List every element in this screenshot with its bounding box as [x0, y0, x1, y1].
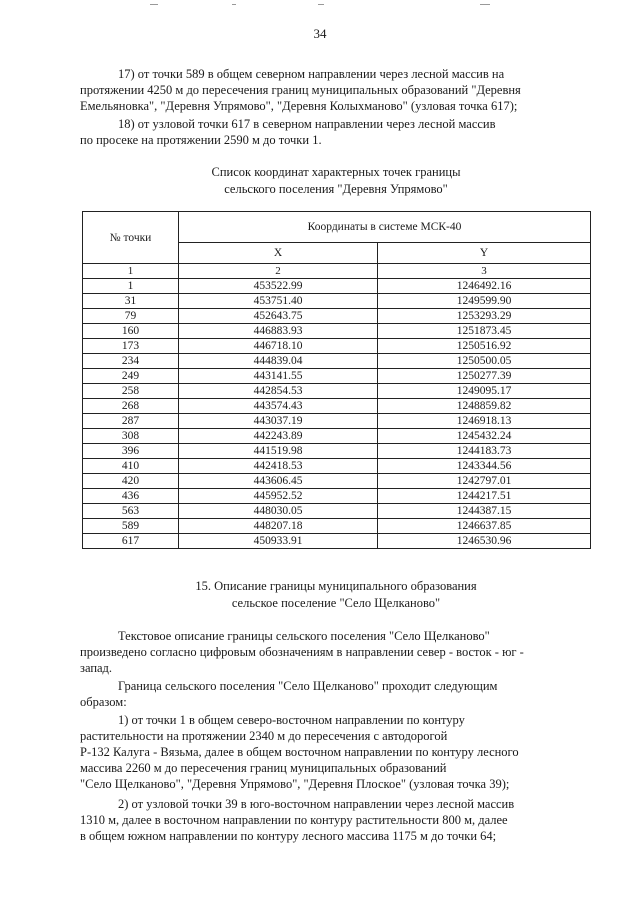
coord-x: 448030.05 [179, 504, 378, 519]
point-number: 31 [83, 294, 179, 309]
table-row [83, 429, 591, 444]
point-number: 160 [83, 324, 179, 339]
table-row [83, 294, 591, 309]
table-row [83, 309, 591, 324]
coord-y: 1246918.13 [378, 414, 591, 429]
coord-x: 443574.43 [179, 399, 378, 414]
point-number: 234 [83, 354, 179, 369]
header-x: X [179, 243, 378, 264]
coord-y: 1244387.15 [378, 504, 591, 519]
table-row [83, 399, 591, 414]
coord-y: 1250500.05 [378, 354, 591, 369]
header-y: Y [378, 243, 591, 264]
point-number: 287 [83, 414, 179, 429]
coord-y: 1249599.90 [378, 294, 591, 309]
coord-x: 443141.55 [179, 369, 378, 384]
table-row [83, 444, 591, 459]
paragraph-17: 17) от точки 589 в общем северном направлении через лесной массив на протяжении 4250 м до пересечения границ муниципальных образований "Деревня Емельяновка", "Деревня Упрямово", "Деревня Колыхманово" (узловая точка 617); [80, 67, 521, 113]
paragraph-item-1: 1) от точки 1 в общем северо-восточном направлении по контуру растительности на протяжении 2340 м до пересечения с автодорогой Р-132 Калуга - Вязьма, далее в общем восточном направлении по контуру лесного массива 2260 м до пересечения границ муниципальных образований "Село Щелканово", "Деревня Упрямово", "Деревня Плоское" (узловая точка 39); [80, 713, 519, 791]
point-number: 410 [83, 459, 179, 474]
coord-x: 448207.18 [179, 519, 378, 534]
paragraph-item-2: 2) от узловой точки 39 в юго-восточном направлении через лесной массив 1310 м, далее в восточном направлении по контуру растительности 800 м, далее в общем южном направлении по контуру лесного массива 1175 м до точки 64; [80, 797, 515, 843]
scan-mark [232, 4, 236, 5]
paragraph-boundary: Граница сельского поселения "Село Щелканово" проходит следующим образом: [80, 679, 498, 709]
coord-x: 442854.53 [179, 384, 378, 399]
point-number: 436 [83, 489, 179, 504]
table-row [83, 489, 591, 504]
point-number: 617 [83, 534, 179, 549]
table-row [83, 474, 591, 489]
point-number: 173 [83, 339, 179, 354]
table-row [83, 459, 591, 474]
coord-y: 1253293.29 [378, 309, 591, 324]
paragraph-18: 18) от узловой точки 617 в северном направлении через лесной массив по просеке на протяжении 2590 м до точки 1. [80, 117, 496, 147]
table-row [83, 534, 591, 549]
point-number: 258 [83, 384, 179, 399]
coord-x: 445952.52 [179, 489, 378, 504]
table-row [83, 519, 591, 534]
point-number: 563 [83, 504, 179, 519]
table-row [83, 354, 591, 369]
coord-x: 442243.89 [179, 429, 378, 444]
coord-y: 1246530.96 [378, 534, 591, 549]
coord-x: 453751.40 [179, 294, 378, 309]
point-number: 249 [83, 369, 179, 384]
section-heading: 15. Описание границы муниципального образования сельское поселение "Село Щелканово" [195, 579, 477, 610]
table-row [83, 504, 591, 519]
coord-x: 446883.93 [179, 324, 378, 339]
coord-x: 446718.10 [179, 339, 378, 354]
scan-mark [480, 4, 490, 5]
coord-x: 442418.53 [179, 459, 378, 474]
coord-y: 1244217.51 [378, 489, 591, 504]
header-coordinates: Координаты в системе МСК-40 [179, 212, 591, 243]
paragraph-text-description: Текстовое описание границы сельского поселения "Село Щелканово" произведено согласно цифровым обозначениям в направлении север - восток - юг - запад. [80, 629, 524, 675]
coord-x: 453522.99 [179, 279, 378, 294]
point-number: 1 [83, 279, 179, 294]
page-number: 34 [313, 26, 327, 41]
scan-mark [318, 4, 324, 5]
column-number: 1 [83, 264, 179, 279]
coord-y: 1250516.92 [378, 339, 591, 354]
column-number: 3 [378, 264, 591, 279]
coord-x: 452643.75 [179, 309, 378, 324]
column-number: 2 [179, 264, 378, 279]
table-row [83, 384, 591, 399]
header-point-number: № точки [83, 212, 179, 264]
coord-y: 1246492.16 [378, 279, 591, 294]
coord-y: 1243344.56 [378, 459, 591, 474]
table-row [83, 414, 591, 429]
point-number: 79 [83, 309, 179, 324]
table-row [83, 279, 591, 294]
coord-y: 1244183.73 [378, 444, 591, 459]
coord-y: 1248859.82 [378, 399, 591, 414]
coord-x: 441519.98 [179, 444, 378, 459]
table-row [83, 339, 591, 354]
scan-mark [150, 4, 158, 5]
point-number: 589 [83, 519, 179, 534]
coord-x: 443606.45 [179, 474, 378, 489]
coordinates-table [82, 211, 591, 549]
coord-x: 444839.04 [179, 354, 378, 369]
coord-y: 1242797.01 [378, 474, 591, 489]
point-number: 396 [83, 444, 179, 459]
coord-y: 1246637.85 [378, 519, 591, 534]
point-number: 268 [83, 399, 179, 414]
coord-x: 450933.91 [179, 534, 378, 549]
point-number: 420 [83, 474, 179, 489]
coord-y: 1251873.45 [378, 324, 591, 339]
point-number: 308 [83, 429, 179, 444]
coord-x: 443037.19 [179, 414, 378, 429]
table-row [83, 369, 591, 384]
table-row [83, 324, 591, 339]
coord-y: 1245432.24 [378, 429, 591, 444]
list-title: Список координат характерных точек границы сельского поселения "Деревня Упрямово" [211, 165, 461, 196]
coord-y: 1249095.17 [378, 384, 591, 399]
coord-y: 1250277.39 [378, 369, 591, 384]
